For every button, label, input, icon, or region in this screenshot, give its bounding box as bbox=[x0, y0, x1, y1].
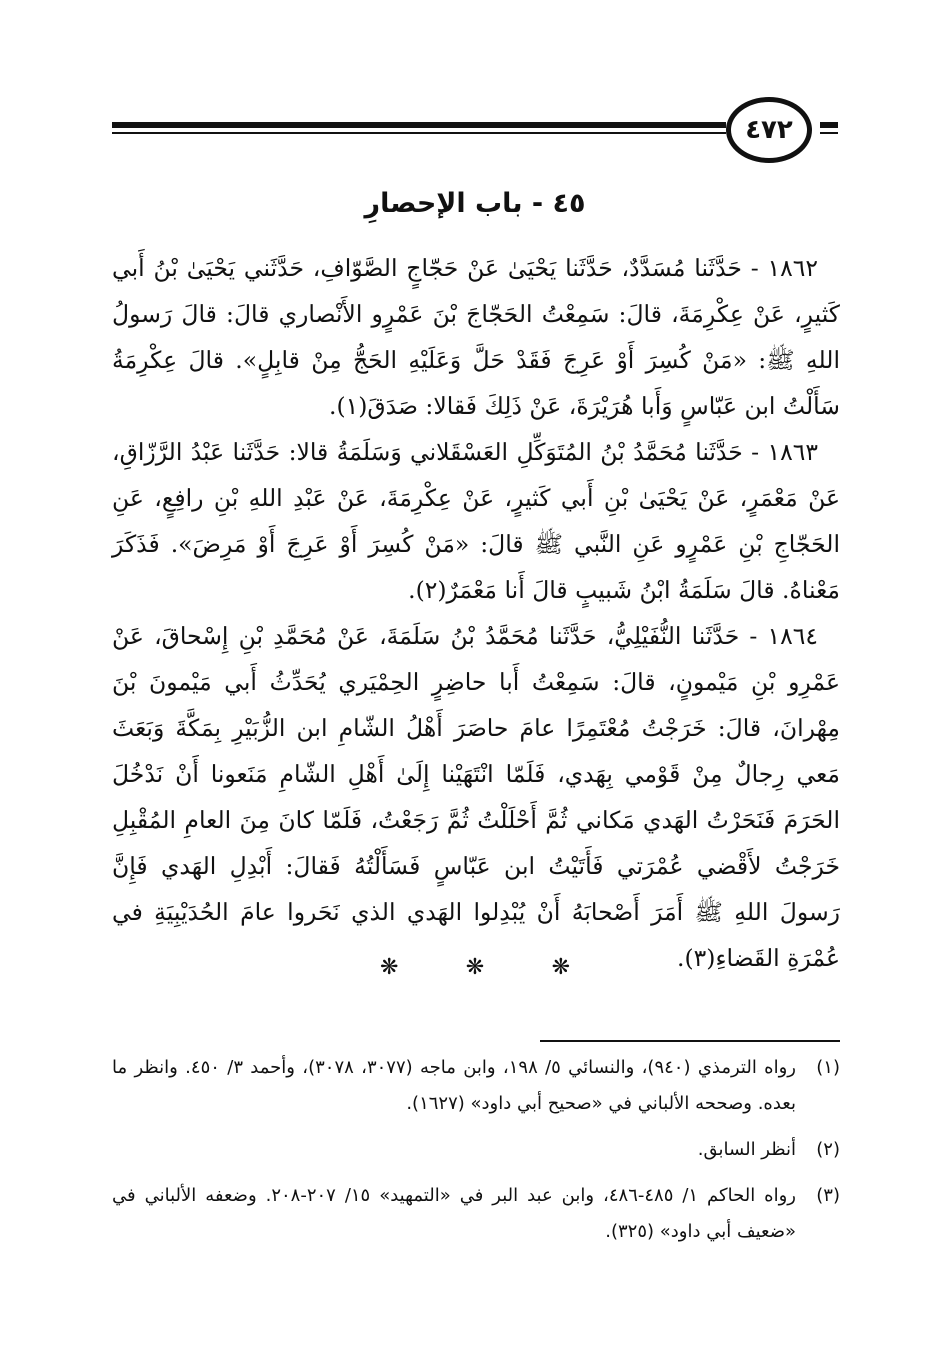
footnote-divider bbox=[540, 1040, 840, 1042]
hadith-paragraph: ١٨٦٣ - حَدَّثَنا مُحَمَّدُ بْنُ المُتَوَكِّلِ العَسْقَلاني وَسَلَمَةُ قالا: حَدَّثَنا عَبْدُ الرَّزّاقِ، عَنْ مَعْمَرٍ، عَنْ يَحْيَىٰ بْنِ أَبي كَثيرٍ، عَنْ عِكْرِمَةَ، عَنْ عَبْدِ اللهِ بْنِ رافِعٍ، عَنِ الحَجّاجِ بْنِ عَمْرٍو عَنِ النَّبي ﷺ قالَ: «مَنْ كُسِرَ أَوْ عَرِجَ أَوْ مَرِضَ». فَذَكَرَ مَعْناهُ. قالَ سَلَمَةُ ابْنُ شَبيبٍ قالَ أَنا مَعْمَرٌ(٢). bbox=[112, 438, 840, 604]
section-separator bbox=[380, 955, 570, 980]
chapter-title: ٤٥ - باب الإحصارِ bbox=[364, 188, 586, 219]
footnote-text: رواه الحاكم ١/ ٤٨٥-٤٨٦، وابن عبد البر في «التمهيد» ١٥/ ٢٠٧-٢٠٨. وضعفه الألباني في «ضعيف أبي داود» (٣٢٥). bbox=[112, 1185, 796, 1242]
header-rule-thin bbox=[112, 132, 726, 134]
star-icon: ❋ bbox=[465, 955, 485, 980]
header-rule-right-thin bbox=[820, 132, 838, 134]
footnotes bbox=[112, 1050, 840, 1260]
footnote bbox=[112, 1050, 840, 1122]
footnote-number: (٢) bbox=[816, 1139, 840, 1160]
hadith-paragraph: ١٨٦٢ - حَدَّثَنا مُسَدَّدٌ، حَدَّثَنا يَحْيَىٰ عَنْ حَجّاجٍ الصَّوّافِ، حَدَّثَني يَحْيَىٰ بْنُ أَبي كَثيرٍ، عَنْ عِكْرِمَةَ، قالَ: سَمِعْتُ الحَجّاجَ بْنَ عَمْرٍو الأَنْصاري قالَ: قالَ رَسولُ اللهِ ﷺ: «مَنْ كُسِرَ أَوْ عَرِجَ فَقَدْ حَلَّ وَعَلَيْهِ الحَجُّ مِنْ قابِلٍ». قالَ عِكْرِمَةُ سَأَلْتُ ابن عَبّاسٍ وَأَبا هُرَيْرَةَ، عَنْ ذَلِكَ فَقالا: صَدَقَ(١). bbox=[112, 254, 840, 420]
footnote bbox=[112, 1178, 840, 1250]
footnote-text: أنظر السابق. bbox=[697, 1139, 796, 1160]
main-text bbox=[112, 245, 840, 981]
star-icon: ❋ bbox=[380, 955, 399, 980]
hadith-paragraph: ١٨٦٤ - حَدَّثَنا النُّفَيْلِيُّ، حَدَّثَنا مُحَمَّدُ بْنُ سَلَمَةَ، عَنْ مُحَمَّدِ بْنِ إِسْحاقَ، عَنْ عَمْرِو بْنِ مَيْمونٍ، قالَ: سَمِعْتُ أَبا حاضِرٍ الحِمْيَري يُحَدِّثُ أَبي مَيْمونَ بْنَ مِهْرانَ، قالَ: خَرَجْتُ مُعْتَمِرًا عامَ حاصَرَ أَهْلُ الشّامِ ابن الزُّبَيْرِ بِمَكَّةَ وَبَعَثَ مَعي رِجالٌ مِنْ قَوْمي بِهَدي، فَلَمّا انْتَهَيْنا إِلَىٰ أَهْلِ الشّامِ مَنَعونا أَنْ نَدْخُلَ الحَرَمَ فَنَحَرْتُ الهَدي مَكاني ثُمَّ أَحْلَلْتُ ثُمَّ رَجَعْتُ، فَلَمّا كانَ مِنَ العامِ المُقْبِلِ خَرَجْتُ لأَقْضي عُمْرَتي فَأَتَيْتُ ابن عَبّاسٍ فَسَأَلْتُهُ فَقالَ: أَبْدِلِ الهَدي فَإِنَّ رَسولَ اللهِ ﷺ أَمَرَ أَصْحابَهُ أَنْ يُبْدِلوا الهَدي الذي نَحَروا عامَ الحُدَيْبِيَةِ في عُمْرَةِ القَضاءِ(٣). bbox=[112, 622, 840, 972]
header-rule-right bbox=[820, 122, 838, 128]
star-icon: ❋ bbox=[551, 955, 570, 980]
footnote-number: (٣) bbox=[816, 1185, 840, 1206]
header-rule bbox=[112, 122, 726, 128]
footnote bbox=[112, 1132, 840, 1168]
page-number: ٤٧٢ bbox=[726, 97, 812, 163]
footnote-text: رواه الترمذي (٩٤٠)، والنسائي ٥/ ١٩٨، وابن ماجه (٣٠٧٧، ٣٠٧٨)، وأحمد ٣/ ٤٥٠. وانظر ما بعده. وصححه الألباني في «صحيح أبي داود» (١٦٢٧). bbox=[112, 1057, 796, 1114]
footnote-number: (١) bbox=[816, 1057, 840, 1078]
